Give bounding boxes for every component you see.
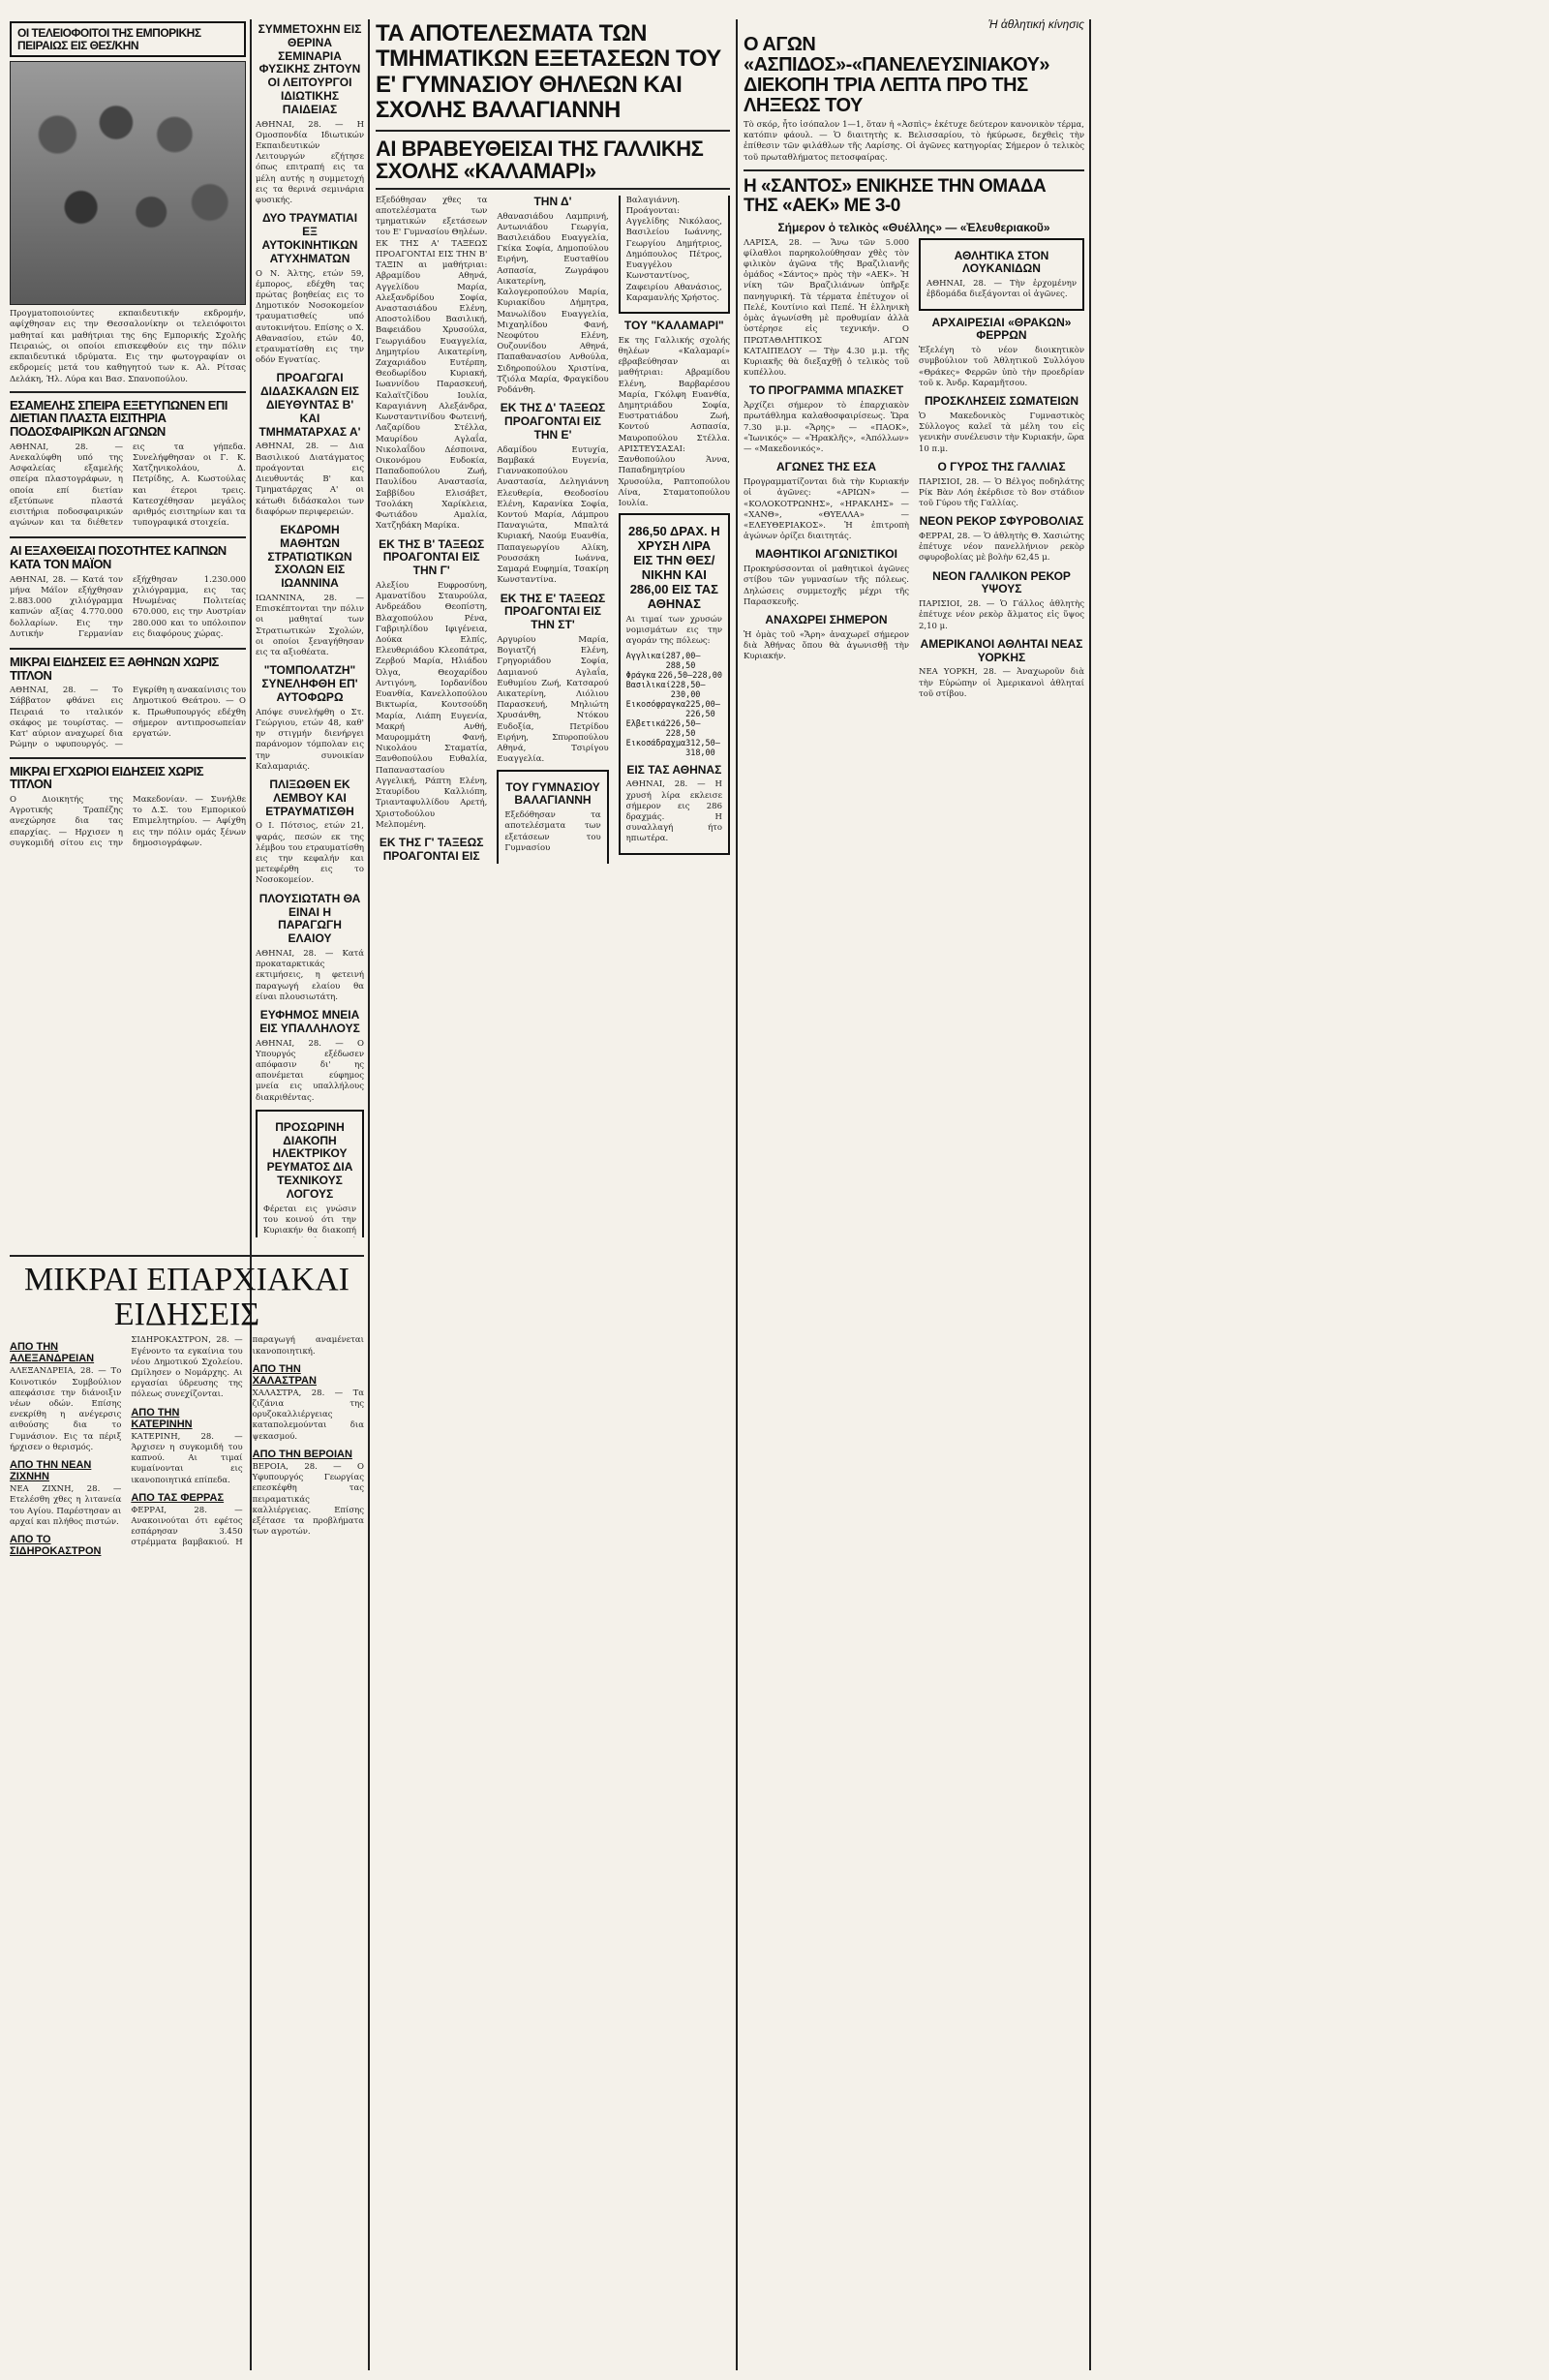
coin-price: 228,50—230,00 [670, 680, 706, 700]
divider [376, 130, 730, 132]
gold-headline: 286,50 ΔΡΑΧ. Η ΧΡΥΣΗ ΛΙΡΑ ΕΙΣ ΤΗΝ ΘΕΣ/ΝΙΚΗΝ ΚΑΙ 286,00 ΕΙΣ ΤΑΣ ΑΘΗΝΑΣ [628, 524, 720, 611]
article-text: ΑΘΗΝΑΙ, 28. — Ο Υπουργός εξέδωσεν απόφασιν δι' ης απονέμεται εύφημος μνεία εις υπαλλήλους διακριθέντας. [256, 1038, 364, 1103]
article-text: ΑΘΗΝΑΙ, 28. — Κατά προκαταρκτικάς εκτιμήσεις, η φετεινή παραγωγή ελαίου θα είναι πλουσιωτάτη. [256, 948, 364, 1002]
gold-price-row [626, 681, 722, 700]
box-title: ΑΘΛΗΤΙΚΑ ΣΤΟΝ ΛΟΥΚΑΝΙΔΩΝ [954, 248, 1049, 276]
divider [744, 169, 1084, 171]
coin-name: Φράγκα [625, 670, 656, 681]
headline: ΕΚΔΡΟΜΗ ΜΑΘΗΤΩΝ ΣΤΡΑΤΙΩΤΙΚΩΝ ΣΧΟΛΩΝ ΕΙΣ ΙΩΑΝΝΙΝΑ [267, 523, 352, 591]
article-text: ΦΕΡΡΑΙ, 28. — Ανακοινούται ότι εφέτος εσπάρησαν 3.450 στρέμματα βαμβακιού. Η παραγωγή αναμένεται ικανοποιητική. [131, 1335, 364, 1548]
center-column [376, 17, 730, 2370]
article-text: ΧΑΛΑΣΤΡΑ, 28. — Τα ζιζάνια της ορυζοκαλλιέργειας καταπολεμούνται δια ψεκασμού. [252, 1388, 364, 1442]
coin-name: Εικοσάδραχμα [625, 738, 686, 748]
article-text: ΝΕΑ ΥΟΡΚΗ, 28. — Ἀναχωροῦν διὰ τὴν Εὐρώπην οἱ Ἀμερικανοὶ ἀθληταί τοῦ στίβου. [919, 667, 1084, 699]
sub-headline: ΑΙ ΒΡΑΒΕΥΘΕΙΣΑΙ ΤΗΣ ΓΑΛΛΙΚΗΣ ΣΧΟΛΗΣ «ΚΑΛΑΜΑΡΙ» [376, 136, 704, 183]
article-text: ΚΑΤΕΡΙΝΗ, 28. — Άρχισεν η συγκομιδή του καπνού. Αι τιμαί κυμαίνονται εις ικανοποιητικά επίπεδα. [131, 1431, 243, 1485]
article-text: Αδαμίδου Ευτυχία, Βαμβακά Ευγενία, Γιαννακοπούλου Αναστασία, Δεληγιάννη Ελευθερία, Θεοδοσίου Ελένη, Καρανίκα Σοφία, Κοντού Μαρία, Λάμπρου Παναγιώτα, Μπαλτά Κυριακή, Ναούμ Ευανθία, Παπαγεωργίου Αλίκη, Ρουσσάκη Ιωάννα, Σαμαρά Ευφημία, Τσακίρη Κωνσταντίνα. [497, 444, 609, 586]
section-title: ΕΚ ΤΗΣ Γ' ΤΑΞΕΩΣ ΠΡΟΑΓΟΝΤΑΙ ΕΙΣ ΤΗΝ Δ' [379, 194, 572, 863]
coin-name: Βασιλικαί [625, 680, 671, 690]
coin-name: Αγγλικαί [625, 651, 666, 661]
column-rule [1089, 19, 1091, 2370]
section-title: ΑΠΟ ΤΗΝ ΝΕΑΝ ΖΙΧΝΗΝ [10, 1459, 92, 1483]
article-text: ΠΑΡΙΣΙΟΙ, 28. — Ὁ Βέλγος ποδηλάτης Ρίκ Βὰν Λόη ἐκέρδισε τὸ 8ον στάδιον τοῦ Γύρου τῆς Γαλλίας. [919, 476, 1084, 508]
article-text: Εξεδόθησαν χθες τα αποτελέσματα των τμηματικών εξετάσεων του Ε' Γυμνασίου Θηλέων. ΕΚ ΤΗΣ Α' ΤΑΞΕΩΣ ΠΡΟΑΓΟΝΤΑΙ ΕΙΣ ΤΗΝ Β' ΤΑΞΙΝ αι μαθήτριαι: Αβραμίδου Αθηνά, Αγγελίδου Μαρία, Αλεξανδρίδου Σοφία, Αναστασιάδου Ελένη, Αποστολίδου Βασιλική, Βαφειάδου Χρυσούλα, Γεωργιάδου Ευαγγελία, Δημητρίου Αικατερίνη, Ζαχαριάδου Ευτέρπη, Θεοδωρίδου Κυριακή, Ιωαννίδου Παρασκευή, Καλαϊτζίδου Ιουλία, Καραγιάννη Αλεξάνδρα, Κωνσταντινίδου Φωτεινή, Λαζαρίδου Στέλλα, Μαυρίδου Αγλαΐα, Νικολαΐδου Δέσποινα, Οικονόμου Ευδοκία, Παπαδοπούλου Ζωή, Παυλίδου Αναστασία, Σαββίδου Ελισάβετ, Τσολάκη Χαρίκλεια, Φωτιάδου Αμαλία, Χατζηδάκη Μαρίκα. [376, 195, 488, 532]
photo-caption: Προγματοποιούντες εκπαιδευτικήν εκδρομήν, αφίχθησαν εις την Θεσσαλονίκην οι τελειόφοιτοι μαθηταί και μαθήτριαι της 6ης Εμπορικής Σχολής Πειραιώς, οι οποίοι επισκεφθούν εις την πόλιν εκπαιδευτικά ιδρύματα. Εις την φωτογραφίαν οι εκδρομείς μετά του καθηγητού των κ. Αλ. Ρίτσας Δελάκη, Ήλ. Λύρα και Βασ. Σπανοπούλου. [10, 309, 246, 384]
sub-headline: Σήμερον ὁ τελικὸς «Θυέλλης» — «Ἐλευθεριακοῦ» [777, 220, 1050, 234]
coin-price: 226,50—228,00 [657, 670, 722, 681]
headline: "ΤΟΜΠΟΛΑΤΖΗ" ΣΥΝΕΛΗΦΘΗ ΕΠ' ΑΥΤΟΦΩΡΩ [261, 663, 358, 704]
section-title: ΑΠΟ ΤΗΝ ΒΕΡΟΙΑΝ [252, 1448, 352, 1460]
headline: ΠΛΟΥΣΙΩΤΑΤΗ ΘΑ ΕΙΝΑΙ Η ΠΑΡΑΓΩΓΗ ΕΛΑΙΟΥ [258, 891, 361, 946]
article-text: ΙΩΑΝΝΙΝΑ, 28. — Επισκέπτονται την πόλιν οι μαθηταί των Στρατιωτικών Σχολών, οι οποίοι ξεναγήθησαν εις τα αξιοθέατα. [256, 593, 364, 658]
headline: ΤΟ ΠΡΟΓΡΑΜΜΑ ΜΠΑΣΚΕΤ [748, 383, 904, 398]
article-text: Ἀρχίζει σήμερον τὸ ἐπαρχιακὸν πρωτάθλημα καλαθοσφαιρίσεως. Ὥρα 7.30 μ.μ. «Ἄρης» — «ΠΑΟΚ», «Ἰωνικός» — «Ἠρακλῆς», «Ἀπόλλων» — «Μακεδονικός». [744, 401, 909, 455]
main-headline: ΤΑ ΑΠΟΤΕΛΕΣΜΑΤΑ ΤΩΝ ΤΜΗΜΑΤΙΚΩΝ ΕΞΕΤΑΣΕΩΝ ΤΟΥ Ε' ΓΥΜΝΑΣΙΟΥ ΘΗΛΕΩΝ ΚΑΙ ΣΧΟΛΗΣ ΒΑΛΑΓΙΑΝΝΗ [376, 20, 721, 124]
headline: ΠΡΟΑΓΩΓΑΙ ΔΙΔΑΣΚΑΛΩΝ ΕΙΣ ΔΙΕΥΘΥΝΤΑΣ Β' ΚΑΙ ΤΜΗΜΑΤΑΡΧΑΣ Α' [258, 371, 361, 439]
headline: Ο ΑΓΩΝ «ΑΣΠΙΔΟΣ»-«ΠΑΝΕΛΕΥΣΙΝΙΑΚΟΥ» ΔΙΕΚΟΠΗ ΤΡΙΑ ΛΕΠΤΑ ΠΡΟ ΤΗΣ ΛΗΞΕΩΣ ΤΟΥ [744, 34, 1050, 116]
graduates-photo [10, 61, 246, 305]
second-column [256, 17, 364, 1237]
headline: ΝΕΟΝ ΡΕΚΟΡ ΣΦΥΡΟΒΟΛΙΑΣ [919, 514, 1084, 529]
article-text: Αργυρίου Μαρία, Βογιατζή Ελένη, Γρηγοριάδου Σοφία, Δαμιανού Αγλαΐα, Ευθυμίου Ζωή, Κατσαρού Αικατερίνη, Λιόλιου Παρασκευή, Μηλιώτη Χρυσάνθη, Ντόκου Ευδοξία, Πετρίδου Ειρήνη, Σπυροπούλου Αθηνά, Τσιρίγου Ευαγγελία. [497, 634, 609, 765]
article-text: ΝΕΑ ΖΙΧΝΗ, 28. — Ετελέσθη χθες η λιτανεία του Αγίου. Παρέστησαν αι αρχαί και πλήθος πιστών. [10, 1484, 122, 1527]
headline: ΣΥΜΜΕΤΟΧΗΝ ΕΙΣ ΘΕΡΙΝΑ ΣΕΜΙΝΑΡΙΑ ΦΥΣΙΚΗΣ ΖΗΤΟΥΝ ΟΙ ΛΕΙΤΟΥΡΓΟΙ ΙΔΙΩΤΙΚΗΣ ΠΑΙΔΕΙΑΣ [258, 22, 362, 116]
gold-box [619, 513, 730, 854]
gold-athens-title: ΕΙΣ ΤΑΣ ΑΘΗΝΑΣ [626, 762, 722, 777]
headline: ΑΜΕΡΙΚΑΝΟΙ ΑΘΛΗΤΑΙ ΝΕΑΣ ΥΟΡΚΗΣ [920, 636, 1083, 664]
sports-box [919, 238, 1084, 311]
section-title: ΕΚ ΤΗΣ Ε' ΤΑΞΕΩΣ ΠΡΟΑΓΟΝΤΑΙ ΕΙΣ ΤΗΝ ΣΤ' [500, 591, 606, 632]
coin-price: 287,00—288,50 [665, 651, 701, 671]
divider [10, 757, 246, 759]
gold-price-row [626, 739, 722, 758]
provincial-news [10, 1249, 364, 2372]
sports-column [744, 17, 1084, 2370]
article-text: Τὸ σκόρ, ἦτο ἰσόπαλον 1—1, ὅταν ἡ «Ἀσπὶς» ἐκέτυχε δεύτερον κανονικὸν τέρμα, κατόπιν φάουλ. — Ὁ διαιτητὴς κ. Βελισσαρίου, τὸ ἠκύρωσε, δεχθεὶς τὴν ἐπίθεσιν τῶν φιλάθλων τῆς Λαρίσης. Οἱ ἀγῶνες κατηγορίας Σήμερον ὁ τελικὸς τοῦ πρωταθλήματος πετοσφαίρας. [744, 120, 1084, 163]
article-text: Ο Ν. Άλτης, ετών 59, έμπορος, εδέχθη τας πρώτας βοηθείας εις το Δημοτικόν Νοσοκομείον τραυματισθείς υπό αυτοκινήτου. Επίσης ο Χ. Αθανασίου, ετών 40, ετραυματίσθη εις την οδόν Εγνατίας. [256, 268, 364, 366]
box-title: ΤΟΥ ΓΥΜΝΑΣΙΟΥ ΒΑΛΑΓΙΑΝΝΗ [505, 779, 600, 808]
column-rule [736, 19, 738, 2370]
headline: ΝΕΟΝ ΓΑΛΛΙΚΟΝ ΡΕΚΟΡ ΥΨΟΥΣ [932, 568, 1071, 596]
headline: ΕΥΦΗΜΟΣ ΜΝΕΙΑ ΕΙΣ ΥΠΑΛΛΗΛΟΥΣ [259, 1007, 360, 1035]
coin-price: 312,50—318,00 [685, 738, 720, 758]
divider [376, 188, 730, 190]
article-text: ΑΘΗΝΑΙ, 28. — Η Ομοσπονδία Ιδιωτικών Εκπαιδευτικών Λειτουργών εζήτησε όπως επιτραπή εις τα μέλη αυτής η συμμετοχή εις τα θερινά σεμινάρια φυσικής. [256, 119, 364, 206]
article-text: Αλεξίου Ευφροσύνη, Αμανατίδου Σταυρούλα, Ανδρεάδου Θεοπίστη, Βλαχοπούλου Ρένα, Γαβριηλίδου Ιφιγένεια, Δούκα Ελπίς, Ελευθεριάδου Κλεοπάτρα, Ζερβού Μαρία, Ηλιάδου Όλγα, Θεοχαρίδου Αντιγόνη, Ιορδανίδου Ευανθία, Κανελλοπούλου Βικτωρία, Κουτσούδη Μαρία, Λιάπη Ευγενία, Μακρή Ανθή, Μαυρομμάτη Φανή, Νικολάου Σταματία, Ξανθοπούλου Ευθαλία, Παπαναστασίου Αγγελική, Ράπτη Ελένη, Σταυρίδου Καλλιόπη, Τριανταφυλλίδου Αρετή, Χριστοδούλου Μελπομένη. [376, 580, 488, 830]
article-text: ΑΘΗΝΑΙ, 28. — Ανεκαλύφθη υπό της Ασφαλείας εξαμελής σπείρα πλαστογράφων, η οποία επί διετίαν εξετύπωνε πλαστά εισιτήρια ποδοσφαιρικών αγώνων και τα διέθετεν εις τα γήπεδα. Συνελήφθησαν οι Γ. Κ. Χατζηνικολάου, Δ. Πετρίδης, Α. Κωστούλας και έτεροι τρεις. Κατεσχέθησαν μεγάλος αριθμός εισιτηρίων και τα τυπογραφικά στοιχεία. [10, 442, 246, 529]
divider [10, 648, 246, 650]
article-text: Προκηρύσσονται οἱ μαθητικοὶ ἀγῶνες στίβου τῶν γυμνασίων τῆς πόλεως. Δηλώσεις συμμετοχῆς μέχρι τῆς Παρασκευῆς. [744, 564, 909, 607]
section-title: ΑΠΟ ΤΗΝ ΑΛΕΞΑΝΔΡΕΙΑΝ [10, 1341, 95, 1365]
gold-athens-text: ΑΘΗΝΑΙ, 28. — Η χρυσή λίρα εκλεισε σήμερον εις 286 δραχμάς. Η συναλλαγή ήτο ηπιωτέρα. [625, 779, 722, 844]
gold-intro: Αι τιμαί των χρυσών νομισμάτων εις την αγοράν της πόλεως: [625, 614, 722, 647]
headline: ΜΑΘΗΤΙΚΟΙ ΑΓΩΝΙΣΤΙΚΟΙ [755, 547, 897, 562]
article-text: Αθανασιάδου Λαμπρινή, Αντωνιάδου Γεωργία, Βασιλειάδου Ευαγγελία, Γκίκα Σοφία, Δημοπούλου Ειρήνη, Ευσταθίου Ασπασία, Ζωγράφου Αικατερίνη, Καλογεροπούλου Μαρία, Κυριακίδου Δήμητρα, Μανωλίδου Ευαγγελία, Μιχαηλίδου Φανή, Νεοφύτου Ελένη, Ουζουνίδου Αθηνά, Παπαθανασίου Ανθούλα, Σιδηροπούλου Χριστίνα, Τζιόλα Μαρία, Φραγκίδου Ροδάνθη. [497, 211, 609, 396]
article-text: ΑΘΗΝΑΙ, 28. — Κατά τον μήνα Μάϊον εξήχθησαν 2.883.000 χιλιόγραμμα καπνών αξίας 4.770.000 δολλαρίων. Εις την Δυτικήν Γερμανίαν εξήχθησαν 1.230.000 χιλιόγραμμα, εις τας Ηνωμένας Πολιτείας 670.000, εις την Αυστρίαν 280.000 και το υπόλοιπον εις διαφόρους χώρας. [10, 574, 246, 639]
photo-headline: ΟΙ ΤΕΛΕΙΟΦΟΙΤΟΙ ΤΗΣ ΕΜΠΟΡΙΚΗΣ ΠΕΙΡΑΙΩΣ ΕΙΣ ΘΕΣ/ΚΗΝ [10, 21, 246, 57]
provincial-headline: ΜΙΚΡΑΙ ΕΠΑΡΧΙΑΚΑΙ ΕΙΔΗΣΕΙΣ [24, 1262, 349, 1332]
article-text: Ο Ι. Πότσιος, ετών 21, ψαράς, πεσών εκ της λέμβου του ετραυματίσθη εις την κεφαλήν και μετεφέρθη εις το Νοσοκομείον. [256, 821, 364, 886]
divider [10, 1255, 364, 1257]
column-rule [368, 19, 370, 2370]
coin-name: Ελβετικά [625, 718, 666, 729]
headline: Ο ΓΥΡΟΣ ΤΗΣ ΓΑΛΛΙΑΣ [937, 459, 1066, 473]
article-text: Ἐξελέγη τὸ νέον διοικητικὸν συμβούλιον τοῦ Ἀθλητικοῦ Συλλόγου «Θράκες» Φερρῶν ὑπὸ τὴν προεδρίαν τοῦ κ. Ἀνδρ. Καραμῆτσου. [919, 346, 1084, 388]
article-text: ΒΕΡΟΙΑ, 28. — Ο Υφυπουργός Γεωργίας επεσκέφθη τας πειραματικάς καλλιέργειας. Επίσης εξέτασε τα προβλήματα των αγροτών. [252, 1461, 364, 1538]
sports-section-label: Ἡ ἀθλητική κίνησις [987, 17, 1084, 31]
headline: ΔΥΟ ΤΡΑΥΜΑΤΙΑΙ ΕΞ ΑΥΤΟΚΙΝΗΤΙΚΩΝ ΑΤΥΧΗΜΑΤΩΝ [261, 211, 358, 265]
coin-price: 226,50—228,50 [665, 718, 701, 739]
article-text: ΦΕΡΡΑΙ, 28. — Ὁ ἀθλητὴς Θ. Χασιώτης ἐπέτυχε νέον πανελλήνιον ρεκὸρ σφυροβολίας μὲ βολὴν 62,45 μ. [919, 531, 1084, 564]
box-text: Εξεδόθησαν τα αποτελέσματα των εξετάσεων του Γυμνασίου Βαλαγιάννη. Προάγονται: Αγγελίδης Νικόλαος, Βασιλείου Ιωάννης, Γεωργίου Δημήτριος, Δημόπουλος Πέτρος, Ευαγγέλου Κωνσταντίνος, Ζαφειρίου Αθανάσιος, Καραμανλής Χρήστος. [504, 195, 722, 853]
coin-name: Εικοσόφραγκα [625, 699, 686, 710]
article-text: Ἡ ὁμὰς τοῦ «Ἄρη» ἀναχωρεῖ σήμερον διὰ Ἀθήνας ὅπου θὰ ἀγωνισθῇ τὴν Κυριακήν. [744, 629, 909, 662]
headline: ΜΙΚΡΑΙ ΕΙΔΗΣΕΙΣ ΕΞ ΑΘΗΝΩΝ ΧΩΡΙΣ ΤΙΤΛΟΝ [10, 654, 219, 683]
headline: ΠΡΟΣΚΛΗΣΕΙΣ ΣΩΜΑΤΕΙΩΝ [924, 394, 1079, 409]
section-title: ΕΚ ΤΗΣ Β' ΤΑΞΕΩΣ ΠΡΟΑΓΟΝΤΑΙ ΕΙΣ ΤΗΝ Γ' [379, 536, 485, 578]
article-text: Προγραμματίζονται διὰ τὴν Κυριακήν οἱ ἀγῶνες: «ΑΡΙΩΝ» — «ΚΟΛΟΚΟΤΡΩΝΗΣ», «ΗΡΑΚΛΗΣ» — «ΧΑΝΘ», «ΘΥΕΛΛΑ» — «ΕΛΕΥΘΕΡΙΑΚΟΣ». Ἡ ἐπιτροπὴ ἀγώνων ὁρίζει διαιτητάς. [744, 477, 909, 542]
notice-text: Φέρεται εις γνώσιν του κοινού ότι την Κυριακήν θα διακοπή [263, 1204, 356, 1236]
notice-title: ΠΡΟΣΩΡΙΝΗ ΔΙΑΚΟΠΗ ΗΛΕΚΤΡΙΚΟΥ ΡΕΥΜΑΤΟΣ ΔΙΑ ΤΕΧΝΙΚΟΥΣ ΛΟΓΟΥΣ [266, 1119, 353, 1201]
coin-price: 225,00—226,50 [685, 699, 720, 719]
article-text: Απόψε συνελήφθη ο Στ. Γεώργιου, ετών 48, καθ' ην στιγμήν διενήργει παράνομον τόμπολαν εις την συνοικίαν Καλαμαριάς. [256, 707, 364, 772]
headline: ΜΙΚΡΑΙ ΕΓΧΩΡΙΟΙ ΕΙΔΗΣΕΙΣ ΧΩΡΙΣ ΤΙΤΛΟΝ [10, 763, 204, 792]
headline: Η «ΣΑΝΤΟΣ» ΕΝΙΚΗΣΕ ΤΗΝ ΟΜΑΔΑ ΤΗΣ «ΑΕΚ» ΜΕ 3-0 [744, 175, 1047, 216]
headline: ΕΣΑΜΕΛΗΣ ΣΠΕΙΡΑ ΕΞΕΤΥΠΩΝΕΝ ΕΠΙ ΔΙΕΤΙΑΝ ΠΛΑΣΤΑ ΕΙΣΙΤΗΡΙΑ ΠΟΔΟΣΦΑΙΡΙΚΩΝ ΑΓΩΝΩΝ [10, 397, 228, 439]
gold-price-row [626, 652, 722, 671]
headline: ΑΝΑΧΩΡΕΙ ΣΗΜΕΡΟΝ [765, 613, 888, 627]
divider [10, 391, 246, 393]
box-text: ΑΘΗΝΑΙ, 28. — Τὴν ἐρχομένην ἑβδομάδα διεξάγονται οἱ ἀγῶνες. [926, 279, 1077, 300]
section-title: ΤΟΥ "ΚΑΛΑΜΑΡΙ" [623, 318, 724, 332]
article-text: ΠΑΡΙΣΙΟΙ, 28. — Ὁ Γάλλος ἀθλητὴς ἐπέτυχε νέον ρεκὸρ ἅλματος εἰς ὕψος 2,10 μ. [919, 599, 1084, 631]
divider [10, 536, 246, 538]
headline: ΠΛΙΞΩΘΕΝ ΕΚ ΛΕΜΒΟΥ ΚΑΙ ΕΤΡΑΥΜΑΤΙΣΘΗ [265, 778, 354, 818]
section-title: ΑΠΟ ΤΗΝ ΚΑΤΕΡΙΝΗΝ [131, 1406, 193, 1430]
gold-price-row [626, 719, 722, 739]
gold-price-row [626, 700, 722, 719]
section-title: ΑΠΟ ΤΟ ΣΙΔΗΡΟΚΑΣΤΡΟΝ [10, 1534, 102, 1557]
article-text: Ο Διοικητής της Αγροτικής Τραπέζης ανεχώρησε δια τας επαρχίας. — Ηρχισεν η συγκομιδή σίτου εις την Μακεδονίαν. — Συνήλθε το Δ.Σ. του Εμπορικού Επιμελητηρίου. — Αφίχθη εις την πόλιν ομάς ξένων δημοσιογράφων. [10, 794, 246, 848]
notice-box [256, 1110, 364, 1237]
article-text: Εκ της Γαλλικής σχολής θηλέων «Καλαμαρί» εβραβεύθησαν αι μαθήτριαι: Αβραμίδου Ελένη, Βαρβαρέσου Μαρία, Γκόλφη Ευανθία, Δημητριάδου Σοφία, Ευστρατιάδου Ζωή, Κοντού Ασπασία, Μαυροπούλου Στέλλα. ΑΡΙΣΤΕΥΣΑΣΑΙ: Ξανθοπούλου Άννα, Παπαδημητρίου Χρυσούλα, Ραπτοπούλου Λίνα, Σταματοπούλου Ιουλία. [618, 335, 730, 509]
section-title: ΑΠΟ ΤΑΣ ΦΕΡΡΑΣ [131, 1491, 225, 1504]
headline: ΑΙ ΕΞΑΧΘΕΙΣΑΙ ΠΟΣΟΤΗΤΕΣ ΚΑΠΝΩΝ ΚΑΤΑ ΤΟΝ ΜΑΪΟΝ [10, 543, 227, 572]
section-title: ΑΠΟ ΤΗΝ ΧΑΛΑΣΤΡΑΝ [252, 1362, 317, 1387]
headline: ΑΡΧΑΙΡΕΣΙΑΙ «ΘΡΑΚΩΝ» ΦΕΡΡΩΝ [931, 315, 1072, 343]
article-text: ΑΘΗΝΑΙ, 28. — Δια Βασιλικού Διατάγματος προάγονται εις Διευθυντάς Β' και Τμηματάρχας Α' οι κάτωθι διδάσκαλοι των διαφόρων περιφερειών. [256, 442, 364, 517]
article-text: Ὁ Μακεδονικὸς Γυμναστικὸς Σύλλογος καλεῖ τὰ μέλη του εἰς γενικὴν συνέλευσιν τὴν Κυριακήν, ὥρα 10 π.μ. [919, 411, 1084, 454]
headline: ΑΓΩΝΕΣ ΤΗΣ ΕΣΑ [775, 460, 877, 474]
section-title: ΕΚ ΤΗΣ Δ' ΤΑΞΕΩΣ ΠΡΟΑΓΟΝΤΑΙ ΕΙΣ ΤΗΝ Ε' [500, 401, 606, 442]
gold-price-table [626, 652, 722, 758]
article-text: ΣΙΔΗΡΟΚΑΣΤΡΟΝ, 28. — Εγένοντο τα εγκαίνια του νέου Δημοτικού Σχολείου. Ωμίλησεν ο Νομάρχης. Αι εργασίαι ύδρευσης της πόλεως συνεχίζονται. [131, 1335, 243, 1400]
article-text: ΑΘΗΝΑΙ, 28. — Το Σάββατον φθάνει εις Πειραιά το ιταλικόν σκάφος με τουρίστας. — Κατ' αύριον αναχωρεί δια Ρώμην ο υφυπουργός. — Εγκρίθη η ανακαίνισις του Δημοτικού Θεάτρου. — Ο κ. Πρωθυπουργός εδέχθη σήμερον αντιπροσωπείαν εργατών. [10, 686, 246, 750]
article-text: ΑΛΕΞΑΝΔΡΕΙΑ, 28. — Το Κοινοτικόν Συμβούλιον απεφάσισε την διάνοιξιν νέων οδών. Επίσης ενεκρίθη η ανέγερσις αιθούσης δια το Γυμνάσιον. Εις τα πέριξ ήρχισεν ο θερισμός. [10, 1366, 122, 1452]
article-text: ΛΑΡΙΣΑ, 28. — Ἄνω τῶν 5.000 φίλαθλοι παρηκολούθησαν χθὲς τὸν φιλικὸν ἀγῶνα τῆς Βραζιλιανῆς ὁμάδος «Σάντος» πρὸς τὴν «ΑΕΚ». Ἡ νίκη τῶν Βραζιλιάνων ὑπῆρξε πανηγυρική. Τὰ τέρματα ἐπέτυχον οἱ Πελέ, Κουτίνιο καὶ Πεπέ. Ἡ ἑλληνικὴ ὁμὰς ἀγωνίσθη μὲ προθυμίαν ἀλλὰ ὑστέρησε εἰς τεχνικήν. Ο ΠΡΩΤΑΘΛΗΤΙΚΟΣ ΑΓΩΝ ΚΑΤΑΙΠΕΔΟΥ — Τὴν 4.30 μ.μ. τῆς Κυριακῆς θὰ διεξαχθῇ ὁ τελικὸς τοῦ κυπέλλου. [744, 237, 909, 379]
left-column [10, 17, 246, 1237]
gold-price-row [626, 671, 722, 681]
